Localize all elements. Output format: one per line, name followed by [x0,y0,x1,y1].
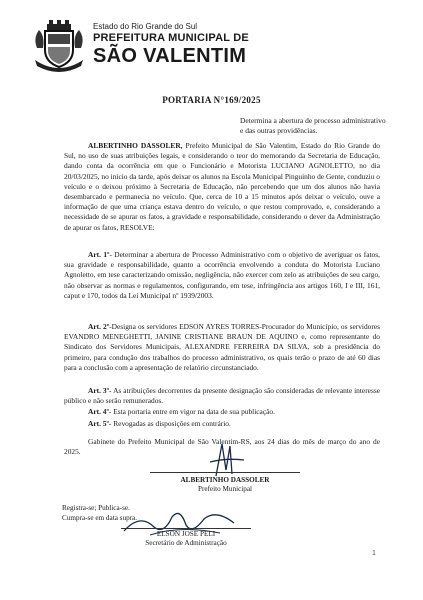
article-text: - As atribuições decorrentes da presente designação são consideradas de relevante interesse público e não serão remunerados. [64,386,380,406]
letterhead-text [93,22,333,67]
page-number: 1 [372,550,376,557]
article-4 [64,407,380,417]
ementa: Determina a abertura de processo administrativo e das outras providências. [240,116,386,135]
secretary-signature-name: ELSON JOSÉ PELI [156,530,216,538]
secretary-signature-role: Secretário de Administração [145,539,227,547]
city-name: SÃO VALENTIM [93,45,247,67]
coat-of-arms-icon [31,20,87,72]
state-name: Estado do Rio Grande do Sul [93,22,198,31]
article-label: Art. 1º [88,250,110,259]
mayor-signature-role: Prefeito Municipal [197,485,253,493]
article-3 [64,386,380,406]
article-text: - Esta portaria entre em vigor na data de sua publicação. [108,407,275,416]
article-text: - Revogadas as disposições em contrário. [108,419,231,428]
article-text: -Designa os servidores EDSON AYRES TORRES-Procurador do Município, os servidores EVANDRO MENEGHETTI, JANINE CRISTIANE BRAUN DE AQUINO e, como representante do Sindicato dos Servidores Municipais, ALEXANDRE FERREIRA DA SILVA, sob a presidência do primeiro, para condução dos trabalhos do processo administrativo, os quais terão o prazo de até 60 dias para a conclusão com a apresentação de relatório circunstanciado. [64,322,380,372]
article-label: Art. 5º [88,419,109,428]
article-label: Art. 2º [88,322,110,331]
article-1 [64,250,380,301]
article-2 [64,322,380,373]
mayor-name: ALBERTINHO DASSOLER, [88,141,183,150]
article-5 [64,419,380,429]
prefeitura-label: PREFEITURA MUNICIPAL DE [93,32,249,44]
mayor-signature-name: ALBERTINHO DASSOLER [180,476,270,484]
article-label: Art. 3º [88,386,110,395]
mayor-signature-block [150,462,300,494]
registry-line-2: Cumpra-se em data supra. [62,514,138,522]
article-label: Art. 4º [88,407,109,416]
document-title: PORTARIA N°169/2025 [162,95,261,105]
letterhead [27,12,327,76]
signature-line [121,528,251,529]
signature-line [150,472,300,473]
closing-paragraph: Gabinete do Prefeito Municipal de São Valentim-RS, aos 24 dias do mês de março do ano de 2025. [64,437,380,457]
preamble-text: Prefeito Municipal de São Valentim, Estado do Rio Grande do Sul, no uso de suas atribuições legais, e considerando o teor do memorando da Secretaria de Educação, dando conta da ocorrência em que o Funcionário e Motorista LUCIANO AGNOLETTO, no dia 20/03/2025, no início da tarde, após deixar os alunos na Escola Municipal Pinguinho de Gente, conduziu o veículo e o deixou próximo à Secretaria de Educação, não percebendo que um dos alunos não havia desembarcado e permanecia no veículo. Que, cerca de 10 a 15 minutos após deixar o veículo, ouve a informação de que uma criança estava dentro do veículo, o que restou comprovado, e, considerando a necessidade de se apurar os fatos, a gravidade e responsabilidade, considerando o dever da Administração de apurar os fatos, RESOLVE: [64,141,380,232]
preamble-paragraph [64,141,380,233]
article-text: - Determinar a abertura de Processo Administrativo com o objetivo de averiguar os fatos, sua gravidade e responsabilidade, quanto a ocorrência envolvendo a conduta do Motorista Luciano Agnoletto, em tese caracterizando omissão, negligência, não exercer com zelo as atribuições de seu cargo, não observar as normas e regulamentos, configurando, em tese, infringência aos artigos 160, I e III, 161, caput e 170, todos da Lei Municipal nº 1939/2003. [64,250,380,300]
registry-line-1: Registra-se; Publica-se. [62,504,130,512]
secretary-signature-block [96,528,276,548]
